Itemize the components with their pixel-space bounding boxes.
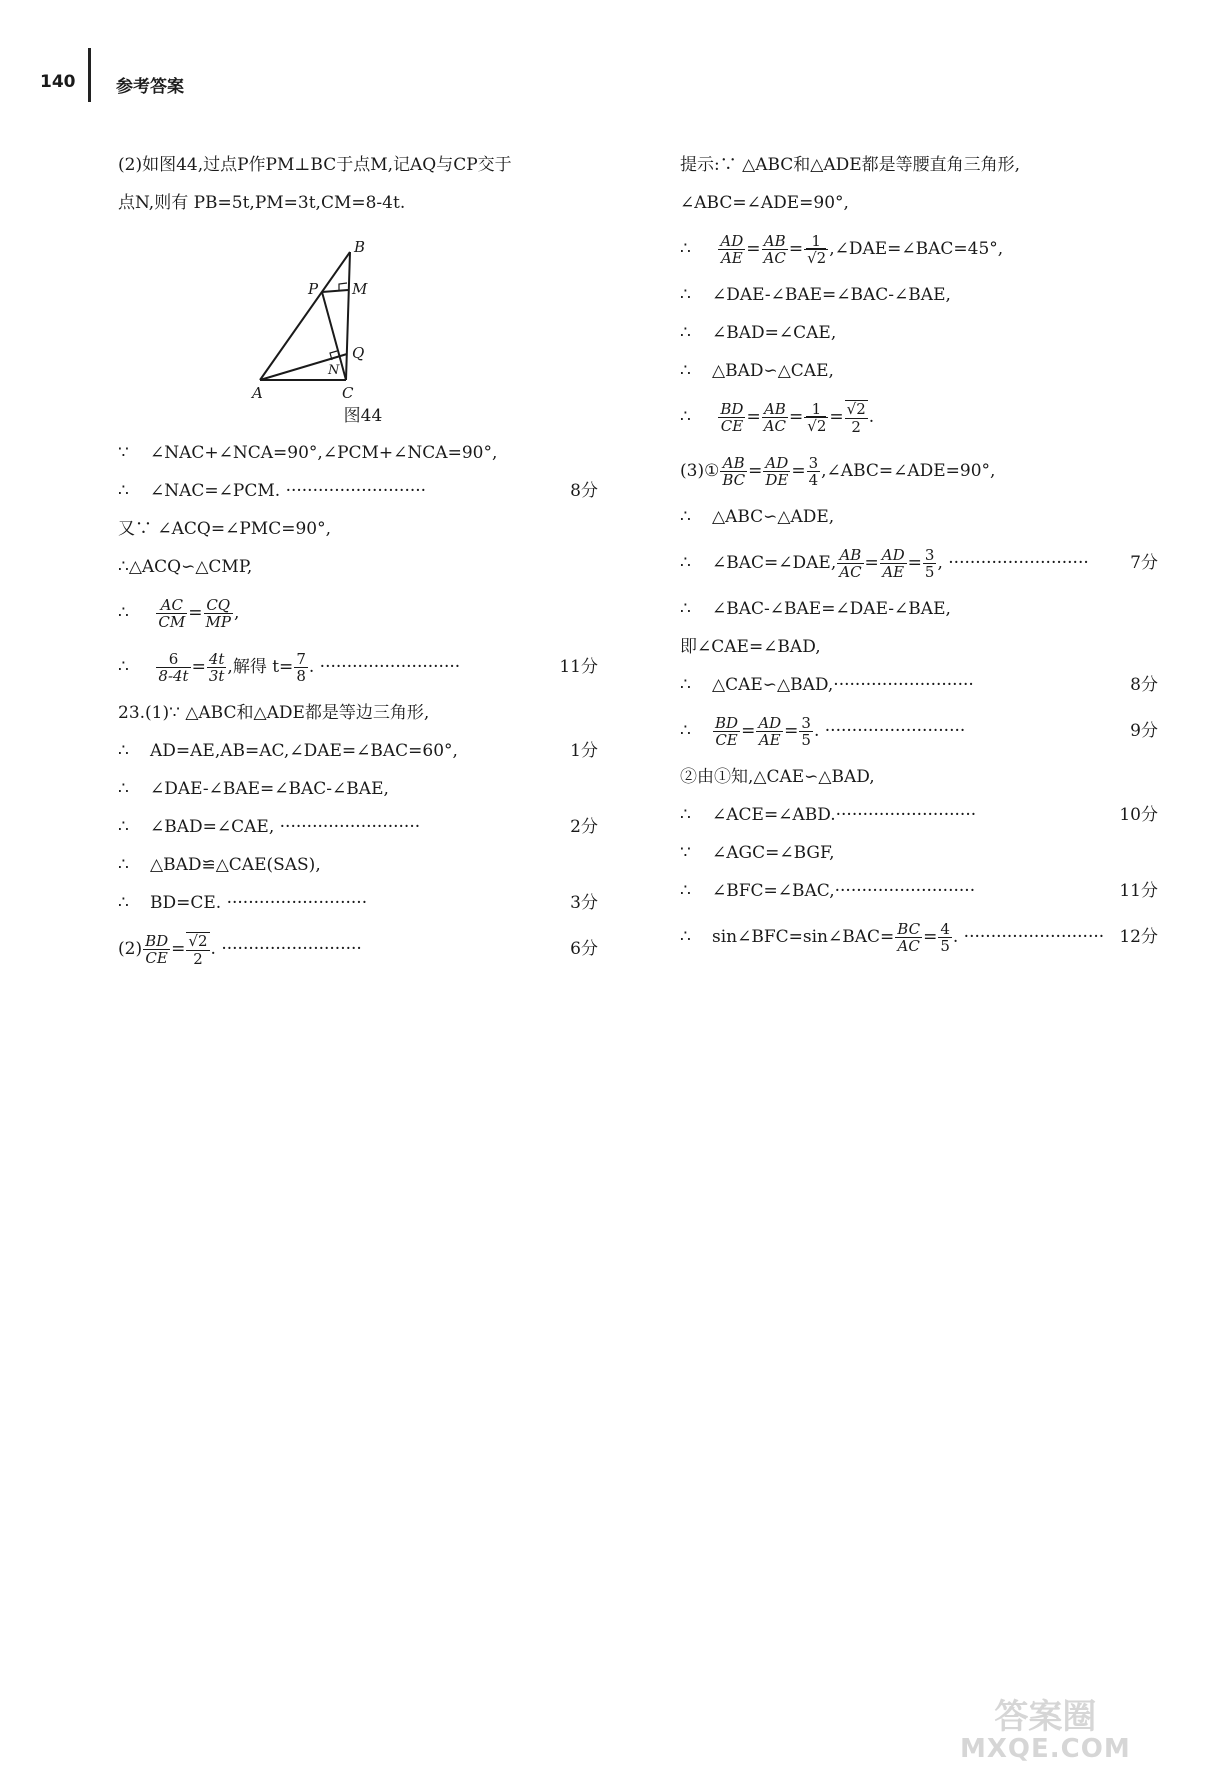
right-line-9: ∴ △ABC∽△ADE, [680,507,835,527]
right-line-15: ②由①知,△CAE∽△BAD, [680,767,875,787]
label-q: Q [352,344,365,362]
leader-dots: ·························· [285,481,427,501]
right-line-19: ∴ sin∠BFC=sin∠BAC= $\frac{BC}{AC}$ = $\frac{4}{5}$ . ·························· 12分 [680,910,1158,964]
right-line-7: ∴ $\frac{BD}{CE}$ = $\frac{AB}{AC}$ = $\frac{1}{√2}$ = $\frac{√2}{2}$ . [680,399,875,436]
because-symbol: ∵ [118,443,129,463]
page-number: 140 [40,72,76,92]
score-1: 1分 [570,741,598,761]
header-divider [88,48,91,102]
watermark [960,1697,1131,1764]
fraction-bd-ce: $\frac{BD}{CE}$ [145,931,169,967]
right-line-1: 提示:∵ △ABC和△ADE都是等腰直角三角形, [680,155,1021,175]
score-11: 11分 [559,657,598,677]
left-line-14: ∴ BD=CE. ·························· 3分 [118,884,598,922]
left-line-11: ∴ ∠DAE-∠BAE=∠BAC-∠BAE, [118,779,389,799]
figure-caption: 图44 [343,406,383,426]
right-line-12: 即∠CAE=∠BAD, [680,637,821,657]
fraction-ad-de: $\frac{AD}{DE}$ [765,453,789,489]
label-m: M [352,280,368,298]
fraction-1-sqrt2: $\frac{1}{√2}$ [804,233,828,267]
fraction-ac-cm: $\frac{AC}{CM}$ [158,595,186,631]
right-angle-m [339,283,347,290]
right-line-16: ∴ ∠ACE=∠ABD.·························· 10分 [680,796,1158,834]
score-8: 8分 [570,481,598,501]
score-12: 12分 [1119,927,1158,947]
segment-ab [260,252,350,380]
score-9: 9分 [1130,721,1158,741]
score-2: 2分 [570,817,598,837]
figure-44 [118,222,598,398]
fraction-sqrt2-2: $\frac{√2}{2}$ [188,932,208,968]
left-line-6: ∴△ACQ∽△CMP, [118,557,253,577]
score-6: 6分 [570,939,598,959]
fraction-7-8: $\frac{7}{8}$ [296,649,306,685]
label-p: P [308,280,319,298]
right-line-10: ∴ ∠BAC=∠DAE, $\frac{AB}{AC}$ = $\frac{AD}{AE}$ = $\frac{3}{5}$ , ·························· 7分 [680,536,1158,590]
watermark-url: MXQE.COM [960,1733,1131,1764]
watermark-logo: 答案圈 [994,1697,1097,1737]
segment-bc [346,252,350,380]
right-line-3: ∴ $\frac{AD}{AE}$ = $\frac{AB}{AC}$ = $\frac{1}{√2}$ ,∠DAE=∠BAC=45°, [680,231,1004,267]
right-line-17: ∵ ∠AGC=∠BGF, [680,843,835,863]
fraction-3-5: $\frac{3}{5}$ [924,545,935,581]
left-line-1: (2)如图44,过点P作PM⊥BC于点M,记AQ与CP交于 [118,155,512,175]
fraction-ab-bc: $\frac{AB}{BC}$ [722,453,746,489]
left-line-10: ∴ AD=AE,AB=AC,∠DAE=∠BAC=60°, 1分 [118,732,598,770]
right-line-6: ∴ △BAD∽△CAE, [680,361,834,381]
fraction-4-5: $\frac{4}{5}$ [940,919,950,955]
left-line-13: ∴ △BAD≌△CAE(SAS), [118,855,321,875]
fraction-ab-ac: $\frac{AB}{AC}$ [763,231,786,267]
left-line-9: 23.(1)∵ △ABC和△ADE都是等边三角形, [118,703,430,723]
right-line-11: ∴ ∠BAC-∠BAE=∠DAE-∠BAE, [680,599,951,619]
left-line-4: ∴ ∠NAC=∠PCM. ·························· 8分 [118,472,598,510]
right-line-18: ∴ ∠BFC=∠BAC,·························· 11分 [680,872,1158,910]
left-line-2: 点N,则有 PB=5t,PM=3t,CM=8-4t. [118,193,406,213]
fraction-cq-mp: $\frac{CQ}{MP}$ [205,595,231,631]
label-c: C [342,384,354,398]
label-b: B [354,238,366,256]
left-line-12: ∴ ∠BAD=∠CAE, ·························· 2分 [118,808,598,846]
score-11b: 11分 [1119,881,1158,901]
label-n: N [328,363,340,378]
right-column [680,146,1158,964]
left-line-3: ∵ ∠NAC+∠NCA=90°,∠PCM+∠NCA=90°, [118,434,598,472]
left-line-7: ∴ $\frac{AC}{CM}$ = $\frac{CQ}{MP}$ , [118,595,240,631]
score-7: 7分 [1130,553,1158,573]
label-a: A [252,384,263,398]
fraction-ad-ae: $\frac{AD}{AE}$ [720,231,744,267]
triangle-diagram [118,222,598,398]
right-line-8: (3)① $\frac{AB}{BC}$ = $\frac{AD}{DE}$ = $\frac{3}{4}$ ,∠ABC=∠ADE=90°, [680,453,996,489]
left-line-15: (2) $\frac{BD}{CE}$ = $\frac{√2}{2}$ . ·························· 6分 [118,922,598,976]
therefore-symbol: ∴ [118,481,129,501]
right-line-4: ∴ ∠DAE-∠BAE=∠BAC-∠BAE, [680,285,951,305]
left-column [118,146,598,976]
segment-pm [322,290,348,292]
left-line-5: 又∵ ∠ACQ=∠PMC=90°, [118,519,331,539]
fraction-bc-ac: $\frac{BC}{AC}$ [897,919,921,955]
page-title: 参考答案 [116,77,184,97]
right-line-5: ∴ ∠BAD=∠CAE, [680,323,837,343]
right-line-2: ∠ABC=∠ADE=90°, [680,193,849,213]
score-10: 10分 [1119,805,1158,825]
score-3: 3分 [570,893,598,913]
fraction-3-4: $\frac{3}{4}$ [808,453,819,489]
fraction-6-over: $\frac{6}{8-4t}$ [158,649,189,685]
fraction-4t-3t: $\frac{4t}{3t}$ [208,649,225,685]
right-line-13: ∴ △CAE∽△BAD,·························· 8分 [680,666,1158,704]
score-8b: 8分 [1130,675,1158,695]
left-line-8: ∴ $\frac{6}{8-4t}$ = $\frac{4t}{3t}$ ,解得 t= $\frac{7}{8}$ . ·························· 11分 [118,640,598,694]
right-line-14: ∴ $\frac{BD}{CE}$ = $\frac{AD}{AE}$ = $\frac{3}{5}$ . ·························· 9分 [680,704,1158,758]
